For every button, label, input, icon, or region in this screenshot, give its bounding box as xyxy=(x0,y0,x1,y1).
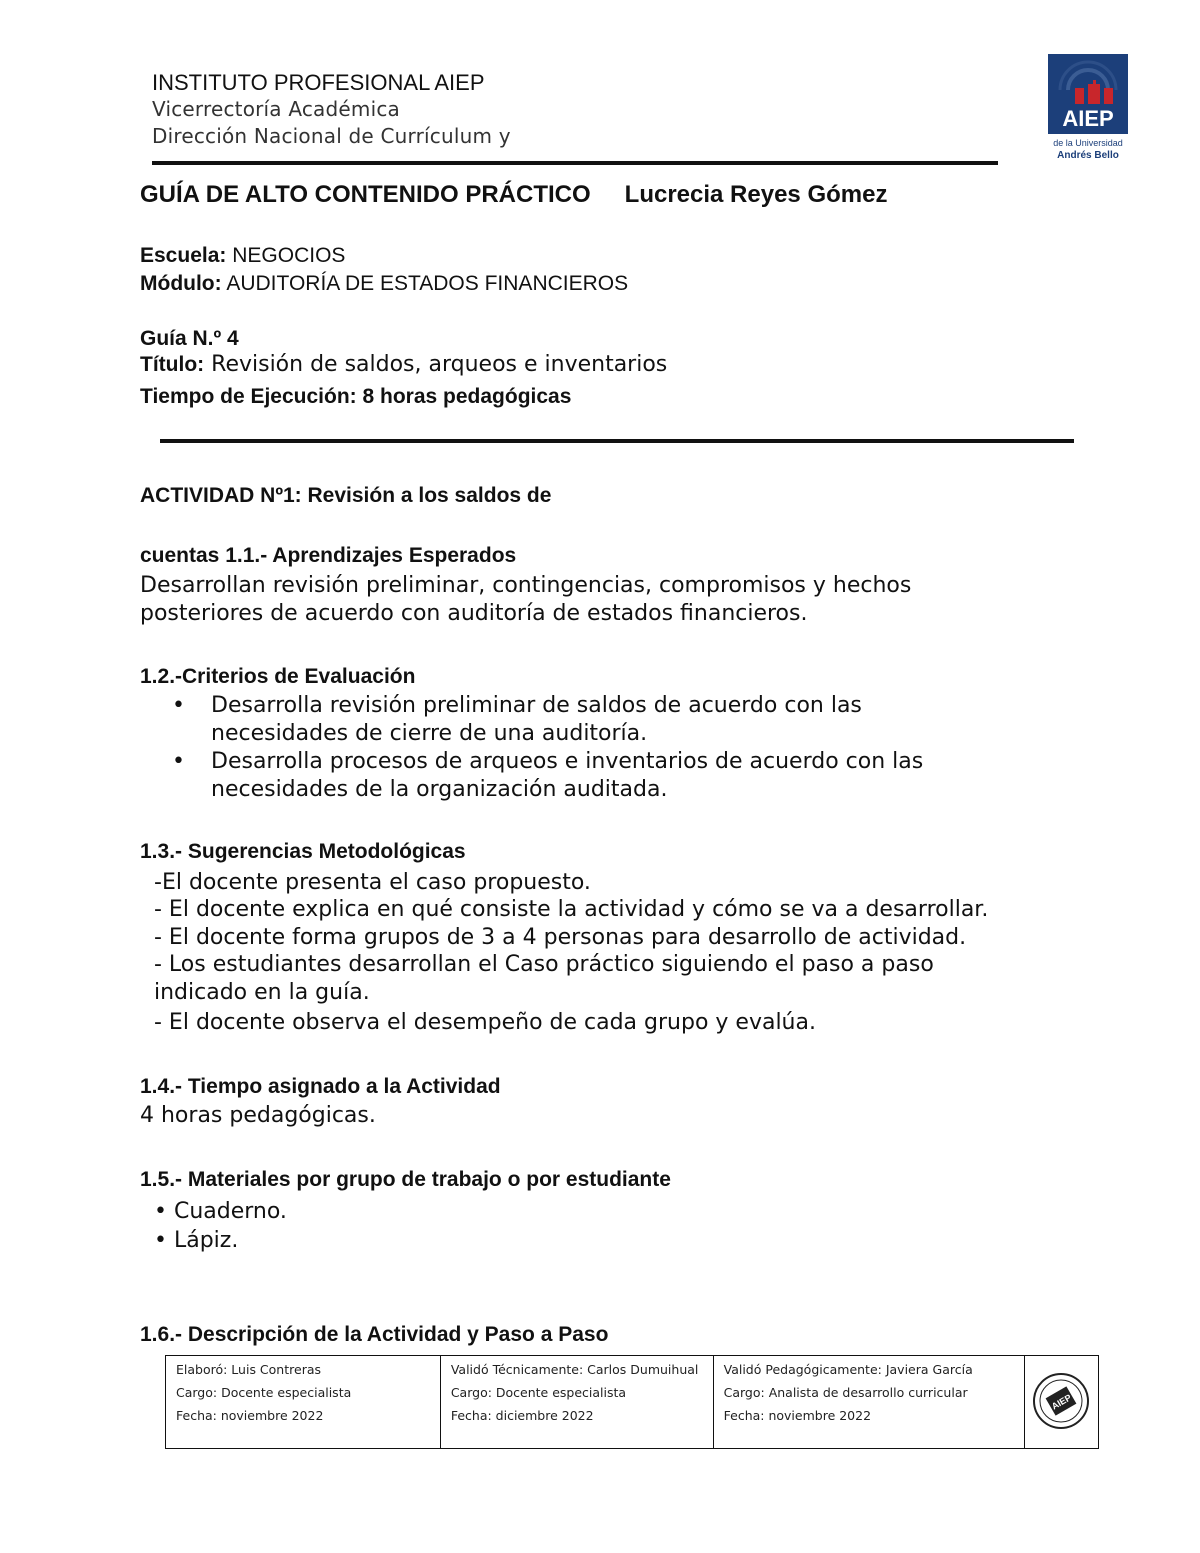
institution-name: INSTITUTO PROFESIONAL AIEP xyxy=(152,70,485,95)
guide-number-line xyxy=(140,327,239,351)
header-divider xyxy=(152,161,998,165)
guide-title: GUÍA DE ALTO CONTENIDO PRÁCTICO xyxy=(140,181,591,208)
logo-sub-text-1: de la Universidad xyxy=(1053,138,1123,148)
pedagogic-validation-cell xyxy=(713,1356,1024,1449)
validation-table xyxy=(165,1355,1099,1449)
methodology-line: - El docente explica en qué consiste la actividad y cómo se va a desarrollar. xyxy=(154,897,989,922)
school-value: NEGOCIOS xyxy=(232,244,346,267)
division-name: Dirección Nacional de Currículum y xyxy=(152,124,511,148)
criteria-text-2b: necesidades de la organización auditada. xyxy=(211,777,668,802)
logo-brand-text: AIEP xyxy=(1062,106,1114,131)
execution-time-line xyxy=(140,385,571,409)
tech-validated-by: Validó Técnicamente: Carlos Dumuihual xyxy=(450,1362,699,1377)
learning-heading: cuentas 1.1.- Aprendizajes Esperados xyxy=(140,544,517,567)
stamp-text: AIEP xyxy=(1050,1391,1074,1411)
school-line xyxy=(140,244,345,268)
criteria-item xyxy=(140,692,1000,748)
guide-number-label: Guía N.º xyxy=(140,327,222,350)
bullet-icon: • xyxy=(172,693,185,718)
elaborated-date: Fecha: noviembre 2022 xyxy=(176,1408,324,1423)
methodology-line: - El docente forma grupos de 3 a 4 personas para desarrollo de actividad. xyxy=(154,925,967,950)
section-divider xyxy=(160,439,1074,443)
criteria-heading: 1.2.-Criterios de Evaluación xyxy=(140,665,416,688)
execution-time-value: 8 horas pedagógicas xyxy=(362,385,572,408)
criteria-text-1a: Desarrolla revisión preliminar de saldos de acuerdo con las xyxy=(211,693,862,718)
elaborated-role: Cargo: Docente especialista xyxy=(176,1385,352,1400)
pedagogic-validated-role: Cargo: Analista de desarrollo curricular xyxy=(723,1385,968,1400)
learning-outcome-line-1: Desarrollan revisión preliminar, contingencias, compromisos y hechos xyxy=(140,573,912,598)
methodology-line: - Los estudiantes desarrollan el Caso práctico siguiendo el paso a paso xyxy=(154,952,934,977)
tech-validated-date: Fecha: diciembre 2022 xyxy=(450,1408,594,1423)
module-line xyxy=(140,272,628,296)
description-heading: 1.6.- Descripción de la Actividad y Paso a Paso xyxy=(140,1323,609,1346)
tech-validation-cell xyxy=(440,1356,713,1449)
learning-outcome-line-2: posteriores de acuerdo con auditoría de estados financieros. xyxy=(140,601,808,626)
methodology-heading: 1.3.- Sugerencias Metodológicas xyxy=(140,840,466,863)
guide-title-line xyxy=(140,352,667,377)
bullet-icon: • xyxy=(172,749,185,774)
criteria-item xyxy=(140,748,1000,804)
criteria-text-1b: necesidades de cierre de una auditoría. xyxy=(211,721,648,746)
material-item: • Cuaderno. xyxy=(154,1199,287,1224)
department-name: Vicerrectoría Académica xyxy=(152,97,400,121)
activity-heading: ACTIVIDAD Nº1: Revisión a los saldos de xyxy=(140,484,552,507)
stamp-cell xyxy=(1024,1356,1098,1449)
time-heading: 1.4.- Tiempo asignado a la Actividad xyxy=(140,1075,501,1098)
guide-title-value: Revisión de saldos, arqueos e inventarios xyxy=(211,352,668,377)
material-item: • Lápiz. xyxy=(154,1228,239,1253)
module-label: Módulo: xyxy=(140,272,222,295)
time-value: 4 horas pedagógicas. xyxy=(140,1103,376,1128)
methodology-line: indicado en la guía. xyxy=(154,980,370,1005)
guide-number-value: 4 xyxy=(227,327,239,350)
module-value: AUDITORÍA DE ESTADOS FINANCIEROS xyxy=(226,272,629,295)
criteria-text-2a: Desarrolla procesos de arqueos e inventarios de acuerdo con las xyxy=(211,749,924,774)
methodology-line: - El docente observa el desempeño de cada grupo y evalúa. xyxy=(154,1010,816,1035)
logo-sub-text-2: Andrés Bello xyxy=(1057,150,1119,161)
materials-heading: 1.5.- Materiales por grupo de trabajo o por estudiante xyxy=(140,1168,671,1191)
aiep-stamp xyxy=(1031,1371,1091,1431)
tech-validated-role: Cargo: Docente especialista xyxy=(450,1385,627,1400)
criteria-list xyxy=(140,692,1000,804)
methodology-line: -El docente presenta el caso propuesto. xyxy=(154,870,591,895)
pedagogic-validated-date: Fecha: noviembre 2022 xyxy=(723,1408,872,1423)
aiep-logo xyxy=(1048,54,1128,164)
school-label: Escuela: xyxy=(140,244,227,267)
execution-time-label: Tiempo de Ejecución: xyxy=(140,385,357,408)
elaborated-cell xyxy=(166,1356,441,1449)
guide-title-label: Título: xyxy=(140,353,205,376)
guide-author: Lucrecia Reyes Gómez xyxy=(624,181,888,208)
elaborated-by: Elaboró: Luis Contreras xyxy=(176,1362,322,1377)
guide-heading xyxy=(140,181,887,209)
pedagogic-validated-by: Validó Pedagógicamente: Javiera García xyxy=(723,1362,973,1377)
